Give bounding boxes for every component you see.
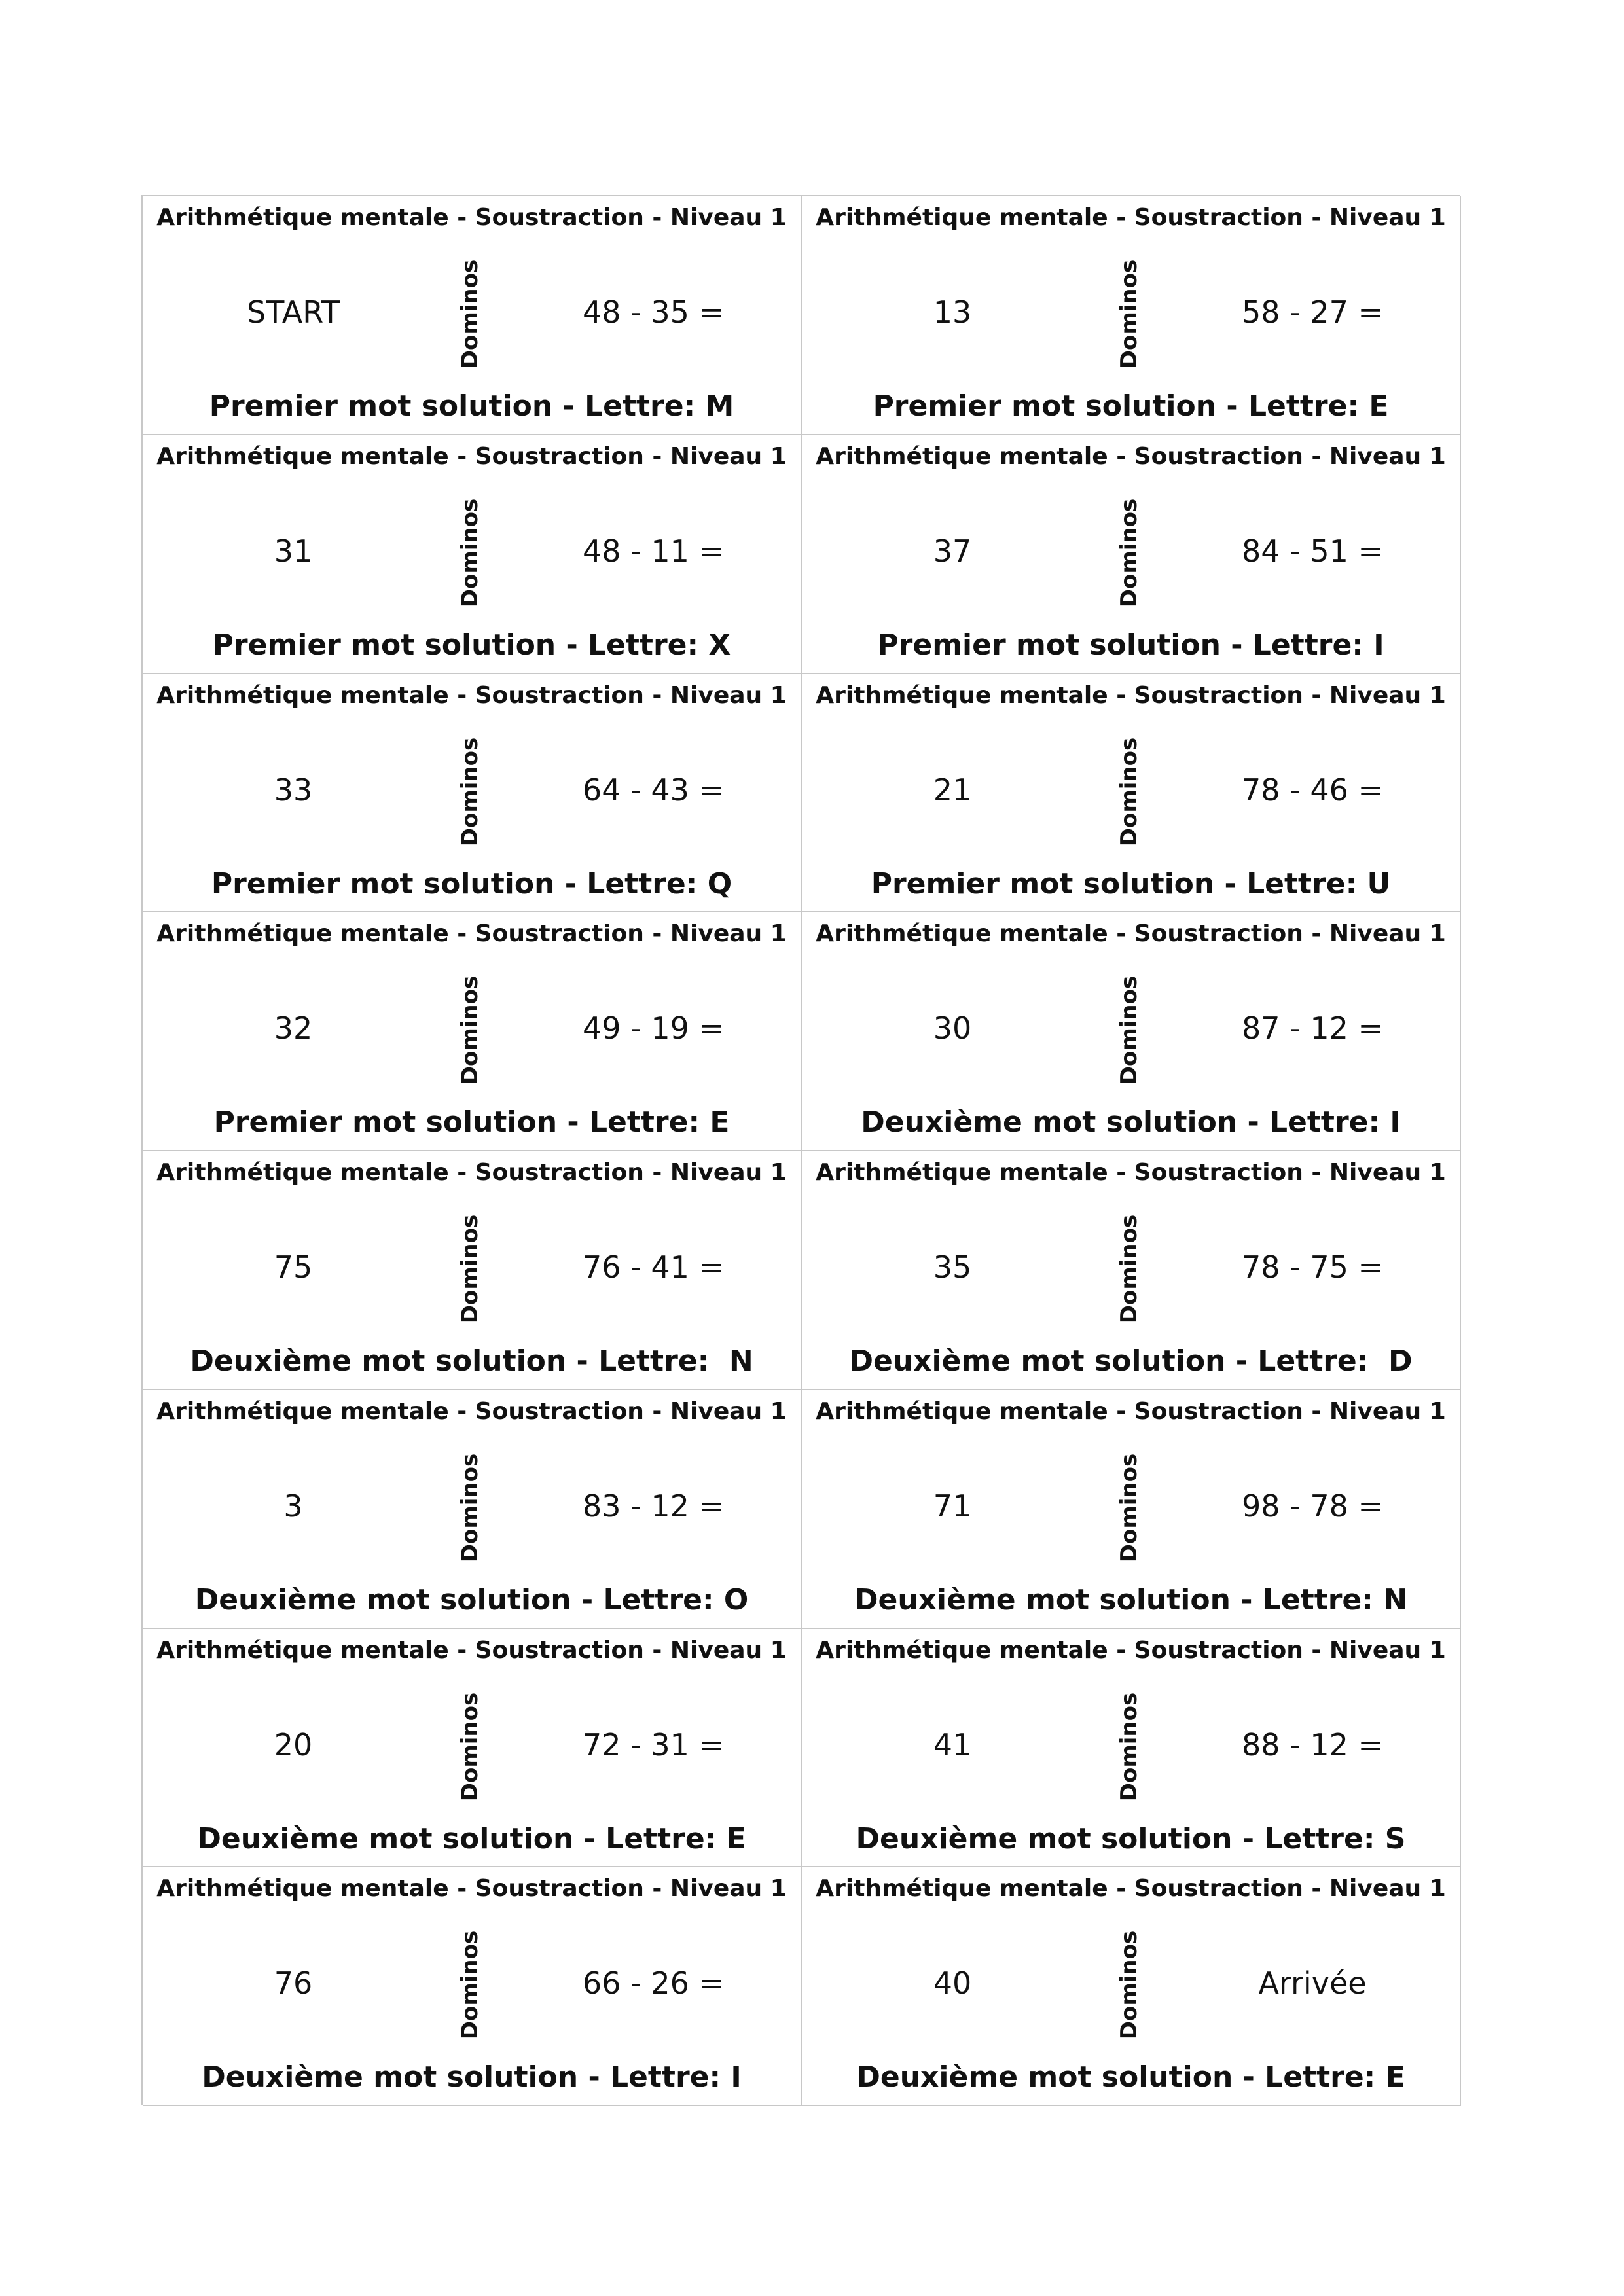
card-header: Arithmétique mentale - Soustraction - Niveau 1	[156, 1636, 787, 1664]
card-header: Arithmétique mentale - Soustraction - Niveau 1	[816, 920, 1446, 948]
dominos-label-text: Dominos	[457, 1453, 483, 1562]
card-header: Arithmétique mentale - Soustraction - Niveau 1	[156, 1397, 787, 1425]
dominos-label-text: Dominos	[457, 1931, 483, 2040]
card-question: 78 - 46 =	[1241, 772, 1384, 808]
domino-card	[143, 674, 802, 913]
card-header: Arithmétique mentale - Soustraction - Niveau 1	[816, 1875, 1446, 1903]
dominos-label-text: Dominos	[457, 737, 483, 846]
card-answer: 13	[933, 295, 972, 330]
card-header: Arithmétique mentale - Soustraction - Niveau 1	[156, 1159, 787, 1186]
dominos-label-text: Dominos	[1116, 1453, 1142, 1562]
dominos-label-text: Dominos	[457, 498, 483, 607]
card-question: 48 - 35 =	[582, 295, 725, 330]
domino-card	[802, 1629, 1461, 1868]
card-header: Arithmétique mentale - Soustraction - Niveau 1	[816, 681, 1446, 709]
card-footer: Premier mot solution - Lettre: M	[209, 389, 734, 423]
card-footer: Deuxième mot solution - Lettre: D	[849, 1344, 1413, 1378]
card-header: Arithmétique mentale - Soustraction - Niveau 1	[156, 1875, 787, 1903]
dominos-label-text: Dominos	[1116, 1214, 1142, 1324]
domino-card	[143, 1390, 802, 1629]
domino-card	[802, 912, 1461, 1151]
card-header: Arithmétique mentale - Soustraction - Niveau 1	[156, 442, 787, 470]
card-question: Arrivée	[1258, 1965, 1367, 2001]
card-answer: 3	[283, 1488, 303, 1524]
dominos-label-text: Dominos	[457, 1692, 483, 1801]
dominos-label-text: Dominos	[1116, 498, 1142, 607]
card-answer: 75	[274, 1249, 313, 1285]
card-answer: 20	[274, 1727, 313, 1763]
card-question: 87 - 12 =	[1241, 1011, 1384, 1047]
domino-card	[143, 196, 802, 435]
domino-card	[802, 1151, 1461, 1390]
card-answer: 32	[274, 1011, 313, 1047]
card-footer: Premier mot solution - Lettre: E	[213, 1105, 730, 1139]
dominos-label-text: Dominos	[457, 1214, 483, 1324]
card-answer: 35	[933, 1249, 972, 1285]
dominos-label-text: Dominos	[1116, 1692, 1142, 1801]
domino-card	[143, 1151, 802, 1390]
card-header: Arithmétique mentale - Soustraction - Niveau 1	[156, 920, 787, 948]
card-header: Arithmétique mentale - Soustraction - Niveau 1	[156, 681, 787, 709]
card-footer: Deuxième mot solution - Lettre: E	[856, 2060, 1405, 2094]
card-footer: Deuxième mot solution - Lettre: S	[856, 1821, 1406, 1856]
card-footer: Deuxième mot solution - Lettre: E	[197, 1821, 746, 1856]
card-footer: Deuxième mot solution - Lettre: N	[854, 1583, 1408, 1617]
card-footer: Deuxième mot solution - Lettre: N	[190, 1344, 753, 1378]
card-answer: 37	[933, 533, 972, 569]
dominos-label-text: Dominos	[457, 976, 483, 1085]
domino-card	[143, 1867, 802, 2106]
dominos-label-text: Dominos	[1116, 259, 1142, 369]
card-footer: Premier mot solution - Lettre: E	[873, 389, 1389, 423]
card-question: 76 - 41 =	[582, 1249, 725, 1285]
card-question: 84 - 51 =	[1241, 533, 1384, 569]
card-header: Arithmétique mentale - Soustraction - Niveau 1	[816, 442, 1446, 470]
card-footer: Premier mot solution - Lettre: Q	[211, 867, 732, 901]
dominos-label-text: Dominos	[1116, 737, 1142, 846]
card-question: 58 - 27 =	[1241, 295, 1384, 330]
domino-card	[802, 1390, 1461, 1629]
domino-card	[143, 435, 802, 674]
card-footer: Deuxième mot solution - Lettre: I	[202, 2060, 742, 2094]
card-header: Arithmétique mentale - Soustraction - Niveau 1	[156, 204, 787, 231]
card-answer: 71	[933, 1488, 972, 1524]
domino-card	[802, 1867, 1461, 2106]
card-answer: 21	[933, 772, 972, 808]
card-answer: 41	[933, 1727, 972, 1763]
dominos-label-text: Dominos	[1116, 1931, 1142, 2040]
card-answer: 33	[274, 772, 313, 808]
card-answer: 76	[274, 1965, 313, 2001]
domino-card	[802, 196, 1461, 435]
card-header: Arithmétique mentale - Soustraction - Niveau 1	[816, 204, 1446, 231]
card-question: 98 - 78 =	[1241, 1488, 1384, 1524]
card-question: 64 - 43 =	[582, 772, 725, 808]
domino-card	[143, 912, 802, 1151]
card-answer: START	[247, 295, 340, 330]
card-footer: Deuxième mot solution - Lettre: I	[861, 1105, 1401, 1139]
card-question: 83 - 12 =	[582, 1488, 725, 1524]
card-footer: Premier mot solution - Lettre: X	[212, 628, 731, 662]
card-question: 66 - 26 =	[582, 1965, 725, 2001]
card-footer: Premier mot solution - Lettre: I	[877, 628, 1384, 662]
card-question: 49 - 19 =	[582, 1011, 725, 1047]
card-answer: 30	[933, 1011, 972, 1047]
card-header: Arithmétique mentale - Soustraction - Niveau 1	[816, 1159, 1446, 1186]
card-answer: 31	[274, 533, 313, 569]
card-question: 88 - 12 =	[1241, 1727, 1384, 1763]
dominos-label-text: Dominos	[457, 259, 483, 369]
card-footer: Deuxième mot solution - Lettre: O	[194, 1583, 749, 1617]
card-footer: Premier mot solution - Lettre: U	[871, 867, 1391, 901]
card-question: 48 - 11 =	[582, 533, 725, 569]
card-answer: 40	[933, 1965, 972, 2001]
card-question: 72 - 31 =	[582, 1727, 725, 1763]
dominos-label-text: Dominos	[1116, 976, 1142, 1085]
domino-card	[143, 1629, 802, 1868]
card-header: Arithmétique mentale - Soustraction - Niveau 1	[816, 1397, 1446, 1425]
domino-card	[802, 674, 1461, 913]
domino-card	[802, 435, 1461, 674]
domino-card-grid	[141, 195, 1460, 2105]
card-question: 78 - 75 =	[1241, 1249, 1384, 1285]
card-header: Arithmétique mentale - Soustraction - Niveau 1	[816, 1636, 1446, 1664]
